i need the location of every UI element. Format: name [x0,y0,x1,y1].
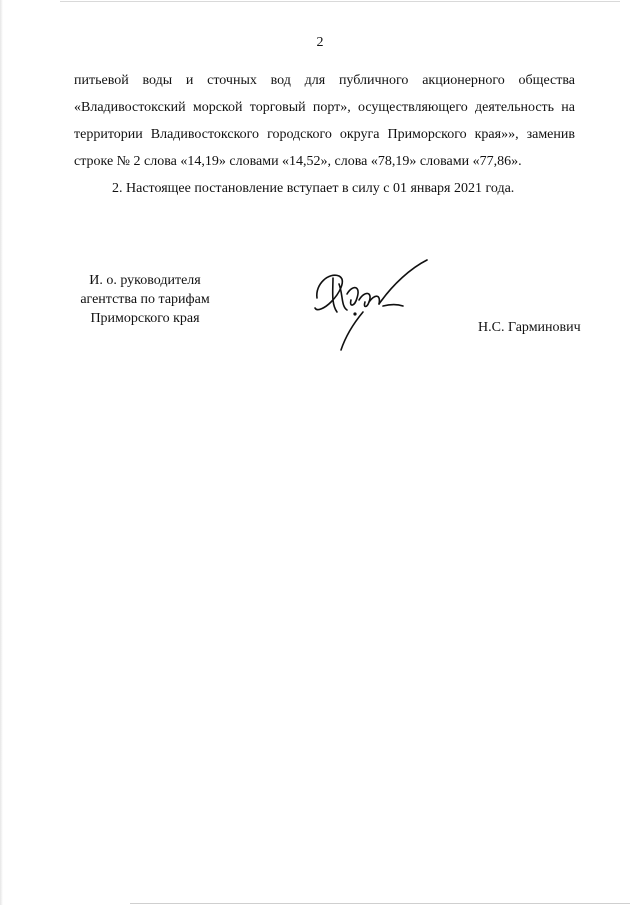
scan-edge [0,0,3,905]
position-line-1: И. о. руководителя [89,273,201,288]
position-line-2: агентства по тарифам [80,292,210,307]
scan-artifact-bottom [130,903,630,904]
signatory-position [60,271,230,328]
paragraph-continuation: питьевой воды и сточных вод для публичного акционерного общества «Владивостокский морской торговый порт», осуществляющего деятельность на территории Владивостокского городского округа Приморского края»», заменив строке № 2 слова «14,19» словами «14,52», слова «78,19» словами «77,86». [74,73,575,169]
handwritten-signature-icon [303,254,433,354]
page-number: 2 [316,35,324,50]
scan-artifact-top [60,1,620,2]
position-line-3: Приморского края [90,311,200,326]
signer-name: Н.С. Гарминович [478,320,581,335]
paragraph-effective-date: 2. Настоящее постановление вступает в силу с 01 января 2021 года. [112,181,515,196]
document-body [74,67,575,202]
